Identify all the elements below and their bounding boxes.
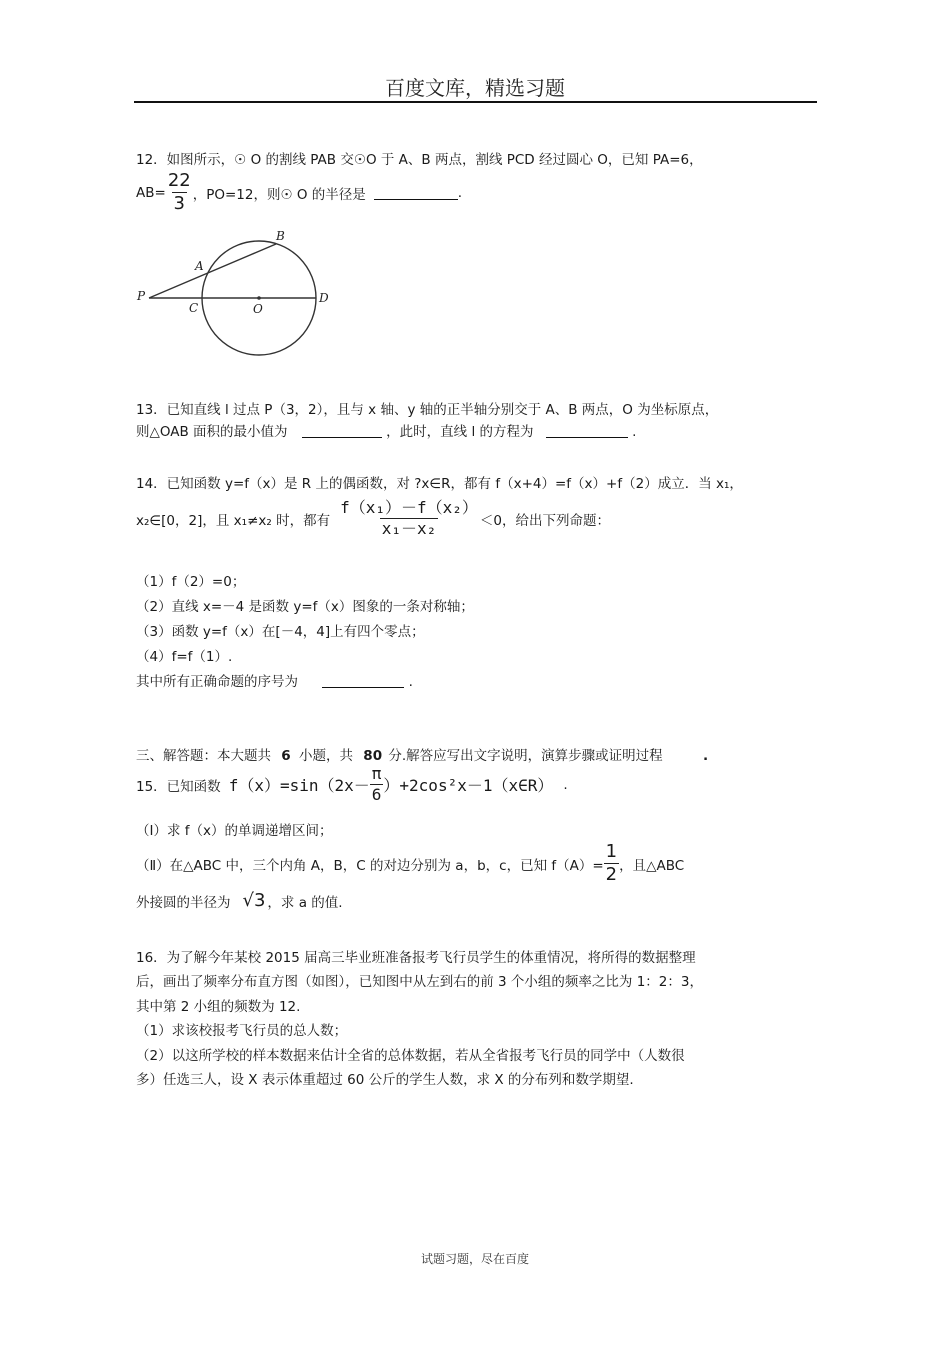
q15-func-b: ）+2cos²x－1（x∈R）: [383, 776, 554, 795]
q14-fraction: [338, 500, 480, 537]
page-footer: 试题习题，尽在百度: [420, 1252, 529, 1266]
q14-line2-prefix: x₂∈[0，2]，且 x₁≠x₂ 时，都有: [136, 512, 331, 529]
section-3-score: 80: [363, 748, 383, 764]
q15-part3-b: ，求 a 的值.: [267, 894, 343, 911]
q16-line-4: （1）求该校报考飞行员的总人数；: [136, 1023, 348, 1039]
center-point: [257, 296, 261, 300]
q15-part2: [136, 843, 684, 884]
q12-end: .: [457, 184, 463, 201]
section-3-c: 分.解答应写出文字说明，演算步骤或证明过程: [388, 748, 663, 764]
q12-line2-suffix: ，PO=12，则☉ O 的半径是: [192, 186, 366, 203]
secant-pab: [149, 244, 276, 298]
q16-line-2: 后，画出了频率分布直方图（如图），已知图中从左到右的前 3 个小组的频率之比为 1：2：3，: [136, 974, 703, 990]
q14-item-1: （1）f（2）=0；: [136, 574, 246, 590]
q15-pi: π: [371, 764, 382, 783]
q15-part3: [136, 890, 343, 911]
q12-line1: 12．如图所示，☉ O 的割线 PAB 交☉O 于 A、B 两点，割线 PCD 经过圆心 O，已知 PA=6，: [136, 152, 703, 168]
q15-six: 6: [371, 785, 382, 804]
q14-item-4: （4）f=f（1）.: [136, 649, 233, 665]
label-d: D: [319, 291, 329, 305]
label-c: C: [189, 301, 199, 315]
q12-ab-numerator: 22: [167, 170, 191, 191]
q13-line2: [136, 420, 636, 440]
q16-line-5: （2）以这所学校的样本数据来估计全省的总体数据，若从全省报考飞行员的同学中（人数很: [136, 1048, 685, 1064]
q15-part2-a: （Ⅱ）在△ABC 中，三个内角 A，B，C 的对边分别为 a，b，c，已知 f（A）=: [136, 857, 604, 874]
q14-fraction-denominator: x₁－x₂: [381, 519, 437, 538]
q13-line2-b: ，此时，直线 l 的方程为: [386, 424, 534, 440]
q15-part3-a: 外接圆的半径为: [136, 894, 231, 911]
q15-half-fraction: [604, 843, 619, 884]
q15-pi-fraction: [370, 766, 384, 803]
q15-line1: [136, 766, 568, 803]
q13-area-blank: [302, 423, 382, 438]
q15-half-den: 2: [605, 864, 618, 885]
section-3-a: 三、解答题：本大题共: [136, 748, 271, 764]
label-o: O: [253, 302, 263, 316]
q14-conclusion-text: 其中所有正确命题的序号为: [136, 674, 298, 690]
q14-fraction-numerator: f（x₁）－f（x₂）: [340, 498, 478, 517]
q14-item-3: （3）函数 y=f（x）在[－4，4]上有四个零点；: [136, 624, 425, 640]
header-divider: [134, 101, 817, 103]
secant-circle-figure: [130, 222, 340, 362]
q15-sqrt3: √3: [242, 890, 266, 911]
q14-line2: [136, 500, 610, 537]
q12-line2: [136, 172, 462, 213]
q13-line1: 13．已知直线 l 过点 P（3，2），且与 x 轴、y 轴的正半轴分别交于 A、B 两点，O 为坐标原点，: [136, 402, 719, 418]
q15-part2-b: ，且△ABC: [619, 857, 685, 874]
q15-end: .: [563, 776, 568, 793]
q16-line-1: 16．为了解今年某校 2015 届高三毕业班准备报考飞行员学生的体重情况，将所得的数据整理: [136, 950, 696, 966]
q12-ab-fraction: [166, 172, 193, 213]
section-3-count: 6: [281, 748, 291, 764]
q14-conclusion: [136, 670, 413, 690]
q12-answer-blank: [374, 185, 458, 200]
q12-ab-prefix: AB=: [136, 184, 166, 201]
page-title: 百度文库，精选习题: [385, 76, 565, 100]
q14-end: .: [408, 674, 413, 690]
label-p: P: [137, 289, 146, 303]
q15-func-a: f（x）=sin（2x－: [228, 776, 370, 795]
q15-prefix: 15．已知函数: [136, 778, 221, 795]
q16-line-6: 多）任选三人，设 X 表示体重超过 60 公斤的学生人数，求 X 的分布列和数学期望.: [136, 1072, 634, 1088]
q15-half-num: 1: [605, 841, 618, 862]
q14-line2-suffix: ＜0，给出下列命题：: [479, 512, 610, 529]
q14-item-2: （2）直线 x=－4 是函数 y=f（x）图象的一条对称轴；: [136, 599, 474, 615]
q13-equation-blank: [546, 423, 628, 438]
q13-line2-a: 则△OAB 面积的最小值为: [136, 424, 288, 440]
q14-line1: 14．已知函数 y=f（x）是 R 上的偶函数，对 ?x∈R，都有 f（x+4）=f（x）+f（2）成立．当 x₁，: [136, 476, 743, 492]
section-3-header: [136, 744, 708, 764]
q14-answer-blank: [322, 673, 404, 688]
label-b: B: [276, 229, 285, 243]
section-3-end: .: [702, 748, 709, 764]
q13-end: .: [632, 424, 637, 440]
section-3-b: 小题，共: [299, 748, 353, 764]
q12-ab-denominator: 3: [173, 193, 185, 214]
label-a: A: [195, 259, 204, 273]
q16-line-3: 其中第 2 小组的频数为 12.: [136, 999, 301, 1015]
q15-part1: （Ⅰ）求 f（x）的单调递增区间；: [136, 823, 333, 839]
